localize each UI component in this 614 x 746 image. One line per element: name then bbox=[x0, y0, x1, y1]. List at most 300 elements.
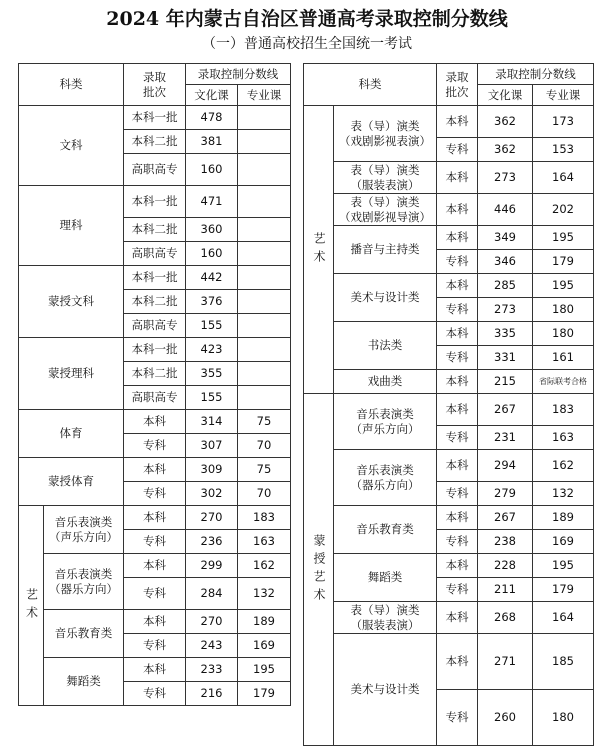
art-subject-cell-text: 舞蹈类 bbox=[66, 674, 101, 688]
subject-cell-text: 理科 bbox=[59, 218, 83, 232]
art-subject-cell bbox=[334, 450, 437, 506]
batch-cell bbox=[124, 434, 186, 458]
major-score bbox=[533, 322, 594, 346]
subject-header-text: 科类 bbox=[358, 77, 382, 91]
major-score-text: 162 bbox=[253, 558, 275, 572]
major-header bbox=[533, 85, 594, 106]
art-subject-cell-text: 音乐表演类 bbox=[356, 462, 414, 477]
art-subject-cell-text: 音乐表演类 bbox=[356, 406, 414, 421]
batch-cell bbox=[124, 530, 186, 554]
batch-cell-text: 本科 bbox=[445, 402, 469, 416]
major-score-text: 132 bbox=[253, 586, 275, 600]
batch-cell bbox=[124, 218, 186, 242]
major-score-text: 195 bbox=[552, 278, 574, 292]
batch-cell bbox=[437, 226, 478, 250]
culture-score-text: 270 bbox=[200, 510, 223, 524]
culture-score-text: 360 bbox=[200, 222, 223, 236]
major-score bbox=[533, 554, 594, 578]
major-score-text: 70 bbox=[256, 438, 272, 452]
control-header-text: 录取控制分数线 bbox=[197, 66, 279, 81]
art-category-label bbox=[304, 106, 334, 394]
culture-score-text: 267 bbox=[494, 402, 516, 416]
art-subject-cell bbox=[334, 162, 437, 194]
major-score-text: 163 bbox=[253, 534, 275, 548]
batch-cell bbox=[124, 338, 186, 362]
batch-cell bbox=[124, 106, 186, 130]
culture-score bbox=[478, 138, 533, 162]
major-score-text: 75 bbox=[256, 414, 272, 428]
batch-cell bbox=[437, 370, 478, 394]
culture-score-text: 423 bbox=[200, 342, 223, 356]
batch-cell bbox=[437, 602, 478, 634]
culture-score-text: 273 bbox=[494, 302, 516, 316]
culture-score bbox=[478, 346, 533, 370]
culture-score-text: 349 bbox=[494, 230, 516, 244]
art-subject-cell bbox=[334, 634, 437, 746]
table-row bbox=[19, 338, 291, 362]
subject-cell-text: 蒙授体育 bbox=[48, 474, 94, 488]
major-score bbox=[533, 370, 594, 394]
culture-score-text: 243 bbox=[200, 638, 223, 652]
table-row bbox=[19, 64, 291, 85]
culture-score bbox=[478, 298, 533, 322]
batch-cell bbox=[124, 506, 186, 530]
major-score bbox=[533, 634, 594, 690]
major-score bbox=[533, 138, 594, 162]
culture-score-text: 355 bbox=[200, 366, 223, 380]
major-score-text: 173 bbox=[552, 114, 574, 128]
table-row bbox=[19, 506, 291, 530]
subject-cell-text: 文科 bbox=[59, 138, 83, 152]
batch-cell bbox=[437, 106, 478, 138]
art-subject-cell-text: 戏曲类 bbox=[367, 374, 403, 388]
art-subject-cell-text: （戏剧影视导演） bbox=[339, 209, 431, 224]
culture-score bbox=[186, 242, 238, 266]
culture-header-text: 文化课 bbox=[194, 87, 229, 102]
culture-header bbox=[478, 85, 533, 106]
culture-score-text: 299 bbox=[200, 558, 223, 572]
major-score-text: 185 bbox=[552, 654, 574, 668]
table-row bbox=[304, 602, 594, 634]
page-subtitle: （一）普通高校招生全国统一考试 bbox=[202, 36, 412, 52]
subject-cell bbox=[19, 266, 124, 338]
art-subject-cell bbox=[334, 602, 437, 634]
major-score bbox=[238, 242, 291, 266]
art-subject-cell bbox=[44, 506, 124, 554]
culture-header-text: 文化课 bbox=[487, 87, 523, 102]
art-subject-cell-text: 美术与设计类 bbox=[350, 682, 420, 696]
culture-score bbox=[186, 362, 238, 386]
batch-cell bbox=[437, 194, 478, 226]
culture-score bbox=[478, 634, 533, 690]
culture-score-text: 260 bbox=[494, 710, 516, 724]
control-header bbox=[478, 64, 594, 85]
subject-cell-text: 蒙授理科 bbox=[48, 366, 94, 380]
major-score bbox=[238, 658, 291, 682]
batch-cell-text: 本科 bbox=[445, 458, 469, 472]
culture-score bbox=[478, 530, 533, 554]
culture-header bbox=[186, 85, 238, 106]
culture-score-text: 362 bbox=[494, 114, 516, 128]
culture-score bbox=[186, 458, 238, 482]
batch-cell bbox=[437, 322, 478, 346]
batch-cell-text: 本科一批 bbox=[131, 270, 178, 284]
batch-cell bbox=[124, 386, 186, 410]
art-subject-cell-text: 音乐表演类 bbox=[54, 514, 113, 529]
major-header-text: 专业课 bbox=[545, 87, 581, 102]
batch-cell bbox=[124, 130, 186, 154]
major-score-text: 189 bbox=[253, 614, 275, 628]
batch-cell-text: 高职高专 bbox=[131, 318, 178, 332]
table-row bbox=[304, 554, 594, 578]
culture-score-text: 215 bbox=[494, 374, 516, 388]
batch-cell-text: 专科 bbox=[143, 534, 166, 548]
culture-score bbox=[186, 290, 238, 314]
major-score bbox=[238, 410, 291, 434]
major-score bbox=[238, 266, 291, 290]
subject-header bbox=[304, 64, 437, 106]
batch-cell-text: 本科一批 bbox=[131, 194, 178, 208]
art-subject-cell-text: 播音与主持类 bbox=[350, 242, 420, 256]
culture-score bbox=[186, 218, 238, 242]
culture-score-text: 155 bbox=[200, 318, 223, 332]
batch-cell-text: 本科 bbox=[445, 202, 469, 216]
culture-score-text: 211 bbox=[494, 582, 516, 596]
batch-header-text: 录取 bbox=[445, 69, 469, 84]
art-subject-cell bbox=[334, 394, 437, 450]
culture-score-text: 155 bbox=[200, 390, 223, 404]
batch-cell-text: 专科 bbox=[143, 686, 166, 700]
art-subject-cell-text: 音乐教育类 bbox=[54, 626, 113, 640]
culture-score-text: 285 bbox=[494, 278, 516, 292]
art-subject-cell-text: （服装表演） bbox=[350, 177, 420, 192]
culture-score-text: 233 bbox=[200, 662, 223, 676]
batch-cell-text: 本科 bbox=[143, 558, 166, 572]
major-score-text: 179 bbox=[552, 254, 574, 268]
major-score-text: 183 bbox=[552, 402, 574, 416]
major-score bbox=[533, 602, 594, 634]
batch-header bbox=[437, 64, 478, 106]
batch-cell-text: 本科二批 bbox=[131, 366, 178, 380]
batch-cell bbox=[437, 394, 478, 426]
major-score bbox=[238, 682, 291, 706]
culture-score-text: 231 bbox=[494, 430, 516, 444]
culture-score bbox=[478, 690, 533, 746]
major-score bbox=[533, 106, 594, 138]
culture-score-text: 216 bbox=[200, 686, 223, 700]
major-score bbox=[238, 154, 291, 186]
major-score bbox=[533, 194, 594, 226]
culture-score-text: 309 bbox=[200, 462, 223, 476]
major-score bbox=[533, 530, 594, 554]
batch-cell bbox=[437, 138, 478, 162]
art-subject-cell bbox=[334, 226, 437, 274]
batch-cell bbox=[437, 530, 478, 554]
culture-score bbox=[478, 554, 533, 578]
major-score-text: 189 bbox=[552, 510, 574, 524]
major-score bbox=[238, 338, 291, 362]
batch-cell-text: 本科 bbox=[445, 114, 469, 128]
culture-score-text: 335 bbox=[494, 326, 516, 340]
batch-cell-text: 本科 bbox=[445, 510, 469, 524]
major-score bbox=[238, 186, 291, 218]
batch-cell-text: 本科 bbox=[445, 374, 469, 388]
culture-score bbox=[478, 370, 533, 394]
table-row bbox=[304, 506, 594, 530]
batch-cell-text: 本科 bbox=[445, 170, 469, 184]
art-subject-cell bbox=[44, 658, 124, 706]
table-row bbox=[19, 458, 291, 482]
mongolian-art-category-label bbox=[304, 394, 334, 746]
subject-cell bbox=[19, 338, 124, 410]
subject-header bbox=[19, 64, 124, 106]
major-score bbox=[238, 610, 291, 634]
culture-score-text: 302 bbox=[200, 486, 223, 500]
batch-cell-text: 专科 bbox=[143, 486, 166, 500]
art-subject-cell-text: （器乐方向） bbox=[49, 581, 118, 596]
table-row bbox=[19, 106, 291, 130]
batch-cell bbox=[437, 426, 478, 450]
culture-score-text: 284 bbox=[200, 586, 223, 600]
major-score bbox=[238, 386, 291, 410]
major-score bbox=[533, 506, 594, 530]
batch-cell-text: 专科 bbox=[143, 638, 166, 652]
culture-score bbox=[478, 322, 533, 346]
culture-score bbox=[186, 482, 238, 506]
control-header-text: 录取控制分数线 bbox=[495, 66, 576, 81]
art-subject-cell-text: 书法类 bbox=[367, 338, 403, 352]
batch-cell bbox=[124, 186, 186, 218]
subject-header-text: 科类 bbox=[59, 77, 83, 91]
batch-cell bbox=[437, 298, 478, 322]
culture-score bbox=[478, 450, 533, 482]
batch-cell-text: 本科 bbox=[445, 654, 469, 668]
batch-cell-text: 本科二批 bbox=[131, 134, 178, 148]
right-score-table bbox=[303, 63, 594, 746]
culture-score-text: 376 bbox=[200, 294, 223, 308]
batch-cell-text: 专科 bbox=[445, 534, 469, 548]
culture-score bbox=[186, 506, 238, 530]
art-subject-cell bbox=[334, 554, 437, 602]
major-score-text: 省际联考合格 bbox=[539, 377, 587, 386]
culture-score bbox=[478, 578, 533, 602]
culture-score bbox=[478, 482, 533, 506]
culture-score bbox=[186, 578, 238, 610]
subject-cell bbox=[19, 106, 124, 186]
table-row bbox=[19, 186, 291, 218]
culture-score-text: 160 bbox=[200, 162, 223, 176]
batch-cell bbox=[437, 274, 478, 298]
culture-score-text: 236 bbox=[200, 534, 223, 548]
subject-cell bbox=[19, 186, 124, 266]
table-row bbox=[304, 450, 594, 482]
major-score-text: 195 bbox=[552, 230, 574, 244]
batch-cell bbox=[124, 314, 186, 338]
major-score-text: 169 bbox=[552, 534, 574, 548]
major-score-text: 164 bbox=[552, 610, 574, 624]
major-score-text: 70 bbox=[256, 486, 272, 500]
culture-score bbox=[186, 106, 238, 130]
batch-header bbox=[124, 64, 186, 106]
culture-score bbox=[186, 154, 238, 186]
culture-score-text: 271 bbox=[494, 654, 516, 668]
culture-score-text: 160 bbox=[200, 246, 223, 260]
batch-cell bbox=[124, 682, 186, 706]
art-subject-cell bbox=[44, 610, 124, 658]
major-score bbox=[238, 482, 291, 506]
batch-header-text: 批次 bbox=[143, 84, 166, 99]
art-subject-cell-text: 音乐表演类 bbox=[54, 566, 113, 581]
batch-cell bbox=[437, 250, 478, 274]
culture-score-text: 228 bbox=[494, 558, 516, 572]
culture-score bbox=[186, 634, 238, 658]
batch-cell-text: 专科 bbox=[445, 486, 469, 500]
batch-cell-text: 高职高专 bbox=[131, 390, 178, 404]
batch-cell bbox=[124, 634, 186, 658]
culture-score bbox=[478, 602, 533, 634]
culture-score-text: 307 bbox=[200, 438, 223, 452]
batch-cell bbox=[124, 610, 186, 634]
batch-cell bbox=[124, 554, 186, 578]
culture-score-text: 442 bbox=[200, 270, 223, 284]
major-score bbox=[533, 274, 594, 298]
batch-cell bbox=[437, 554, 478, 578]
batch-cell-text: 专科 bbox=[445, 302, 469, 316]
culture-score-text: 268 bbox=[494, 610, 516, 624]
culture-score-text: 471 bbox=[200, 194, 223, 208]
culture-score bbox=[186, 314, 238, 338]
major-score bbox=[533, 250, 594, 274]
culture-score-text: 362 bbox=[494, 142, 516, 156]
mongolian-art-category-label-text: 蒙授艺术 bbox=[312, 533, 326, 606]
table-row bbox=[19, 554, 291, 578]
batch-cell-text: 本科二批 bbox=[131, 294, 178, 308]
major-score-text: 183 bbox=[253, 510, 275, 524]
table-row bbox=[304, 394, 594, 426]
table-row bbox=[304, 370, 594, 394]
subject-cell bbox=[19, 410, 124, 458]
culture-score-text: 331 bbox=[494, 350, 516, 364]
culture-score bbox=[478, 274, 533, 298]
batch-cell bbox=[124, 266, 186, 290]
major-score-text: 162 bbox=[552, 458, 574, 472]
culture-score bbox=[186, 386, 238, 410]
art-subject-cell bbox=[44, 554, 124, 610]
batch-cell-text: 本科 bbox=[143, 414, 166, 428]
culture-score bbox=[186, 610, 238, 634]
culture-score bbox=[478, 226, 533, 250]
culture-score bbox=[478, 162, 533, 194]
art-subject-cell bbox=[334, 194, 437, 226]
batch-cell bbox=[124, 458, 186, 482]
major-score bbox=[533, 578, 594, 602]
table-row bbox=[304, 634, 594, 690]
art-subject-cell-text: 美术与设计类 bbox=[350, 290, 420, 304]
table-row bbox=[19, 610, 291, 634]
major-score-text: 195 bbox=[253, 662, 275, 676]
major-score bbox=[238, 458, 291, 482]
batch-cell-text: 本科 bbox=[445, 278, 469, 292]
major-score-text: 180 bbox=[552, 326, 574, 340]
batch-cell-text: 本科一批 bbox=[131, 110, 178, 124]
major-score-text: 202 bbox=[552, 202, 574, 216]
art-category-label bbox=[19, 506, 44, 706]
major-score bbox=[238, 578, 291, 610]
batch-cell-text: 专科 bbox=[143, 586, 166, 600]
culture-score bbox=[478, 426, 533, 450]
culture-score bbox=[186, 434, 238, 458]
major-score bbox=[238, 506, 291, 530]
batch-cell-text: 专科 bbox=[445, 142, 469, 156]
left-score-table bbox=[18, 63, 291, 706]
batch-cell bbox=[124, 242, 186, 266]
major-score-text: 132 bbox=[552, 486, 574, 500]
batch-header-text: 批次 bbox=[445, 84, 469, 99]
art-subject-cell-text: 表（导）演类 bbox=[350, 118, 420, 133]
major-score bbox=[533, 226, 594, 250]
batch-cell bbox=[124, 362, 186, 386]
art-subject-cell-text: （器乐方向） bbox=[350, 477, 420, 492]
culture-score bbox=[186, 554, 238, 578]
major-score-text: 180 bbox=[552, 710, 574, 724]
batch-cell-text: 高职高专 bbox=[131, 246, 178, 260]
art-subject-cell-text: 舞蹈类 bbox=[367, 570, 403, 584]
subject-cell-text: 蒙授文科 bbox=[48, 294, 94, 308]
culture-score bbox=[186, 682, 238, 706]
batch-cell-text: 专科 bbox=[143, 438, 166, 452]
major-score bbox=[238, 530, 291, 554]
culture-score-text: 294 bbox=[494, 458, 516, 472]
culture-score bbox=[478, 394, 533, 426]
batch-cell-text: 本科一批 bbox=[131, 342, 178, 356]
batch-cell-text: 本科 bbox=[143, 662, 166, 676]
art-category-label-text: 艺术 bbox=[312, 231, 326, 268]
batch-cell bbox=[124, 410, 186, 434]
art-subject-cell bbox=[334, 274, 437, 322]
major-score bbox=[238, 634, 291, 658]
culture-score bbox=[186, 658, 238, 682]
table-row bbox=[19, 658, 291, 682]
art-subject-cell bbox=[334, 370, 437, 394]
art-subject-cell-text: 音乐教育类 bbox=[356, 522, 414, 536]
major-score bbox=[238, 290, 291, 314]
major-header bbox=[238, 85, 291, 106]
table-row bbox=[19, 410, 291, 434]
table-row bbox=[304, 162, 594, 194]
major-score-text: 163 bbox=[552, 430, 574, 444]
culture-score-text: 273 bbox=[494, 170, 516, 184]
batch-cell bbox=[124, 154, 186, 186]
table-row bbox=[304, 322, 594, 346]
culture-score bbox=[186, 130, 238, 154]
culture-score bbox=[186, 530, 238, 554]
batch-cell-text: 本科 bbox=[143, 462, 166, 476]
culture-score bbox=[478, 106, 533, 138]
batch-cell bbox=[124, 658, 186, 682]
batch-cell-text: 专科 bbox=[445, 430, 469, 444]
art-subject-cell-text: 表（导）演类 bbox=[350, 194, 420, 209]
batch-cell bbox=[437, 690, 478, 746]
culture-score bbox=[186, 186, 238, 218]
batch-cell bbox=[437, 482, 478, 506]
major-score bbox=[238, 362, 291, 386]
batch-cell-text: 本科 bbox=[143, 614, 166, 628]
batch-cell-text: 本科 bbox=[445, 326, 469, 340]
major-score bbox=[238, 218, 291, 242]
batch-cell-text: 专科 bbox=[445, 350, 469, 364]
batch-cell bbox=[437, 450, 478, 482]
major-score bbox=[533, 426, 594, 450]
